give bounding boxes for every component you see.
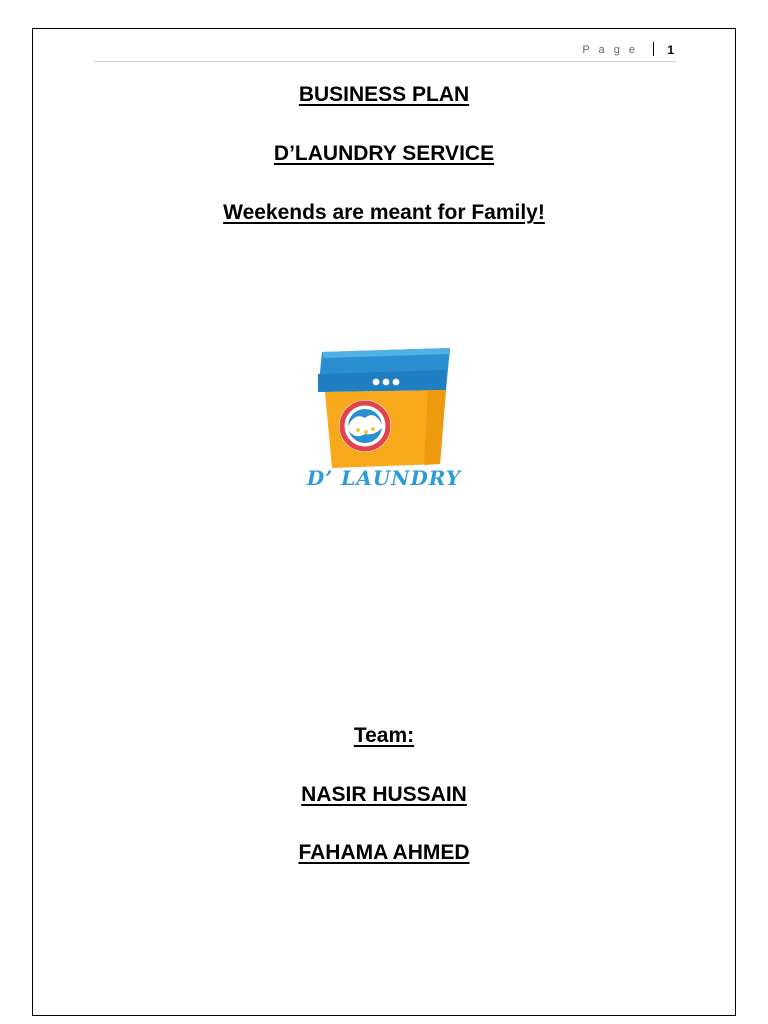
logo-wordmark: D’ LAUNDRY (306, 466, 462, 490)
team-member-name: NASIR HUSSAIN (301, 783, 467, 806)
page-label: P a g e (582, 44, 638, 56)
page-separator (653, 42, 654, 56)
team-member (0, 783, 768, 807)
team-heading-text: Team: (353, 724, 415, 747)
document-title (0, 83, 768, 107)
company-name (0, 142, 768, 166)
page-border (32, 28, 736, 1016)
tagline (0, 201, 768, 225)
page-header (94, 41, 676, 62)
title-company: D’LAUNDRY SERVICE (273, 142, 495, 165)
page-number: 1 (667, 43, 674, 57)
title-business-plan: BUSINESS PLAN (298, 83, 470, 106)
team-member-name: FAHAMA AHMED (298, 841, 470, 864)
team-heading (0, 724, 768, 748)
team-member (0, 841, 768, 865)
title-tagline: Weekends are meant for Family! (223, 201, 545, 224)
